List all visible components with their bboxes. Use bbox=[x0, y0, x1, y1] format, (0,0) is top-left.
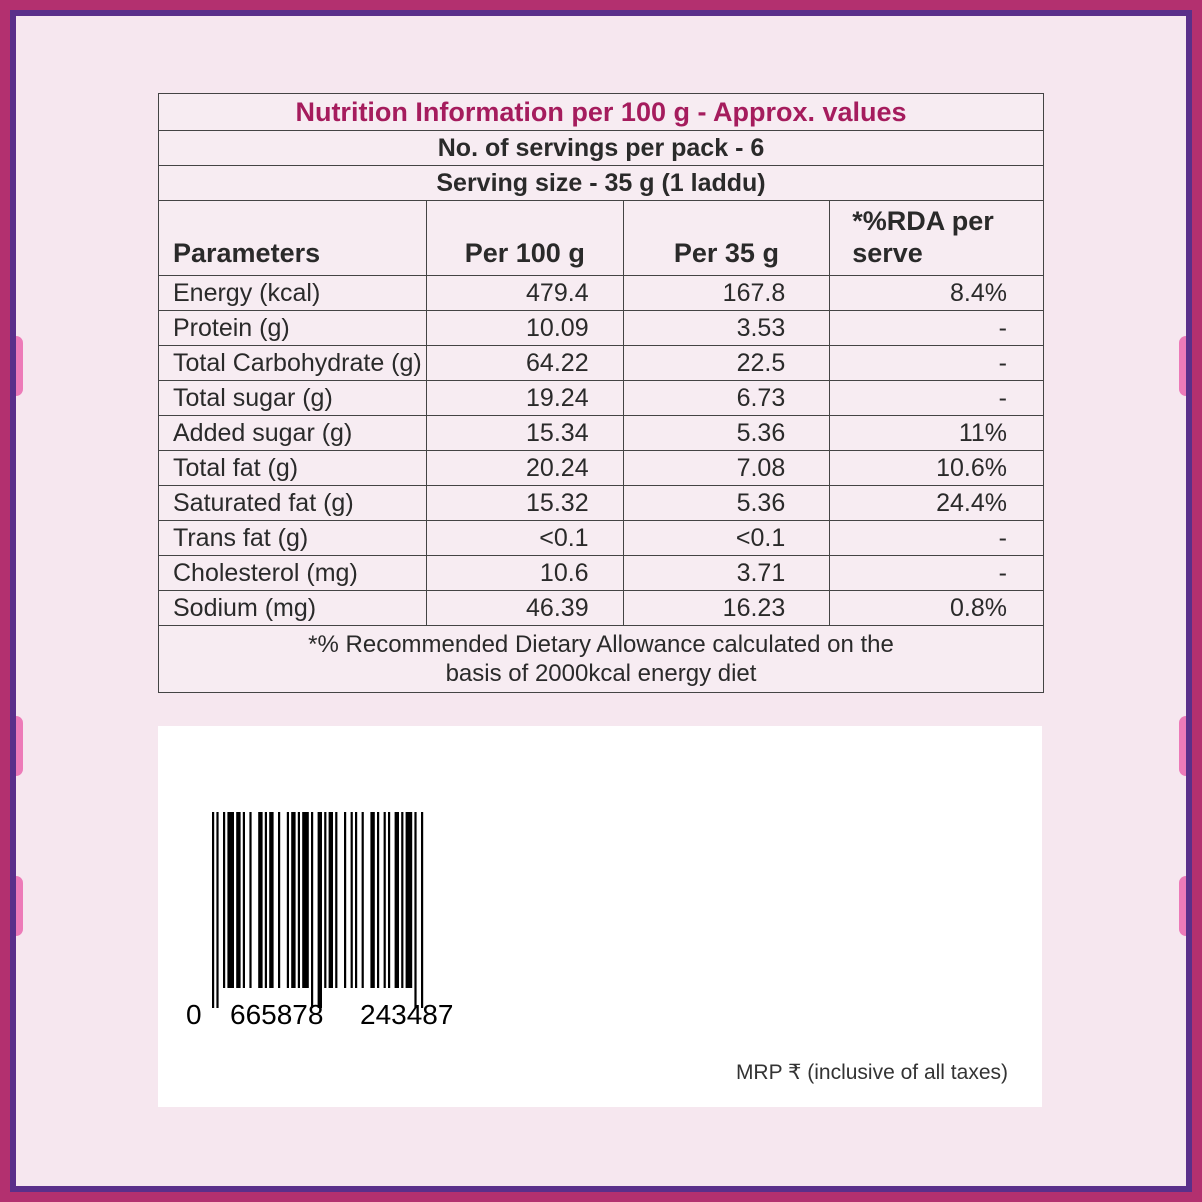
barcode-bar bbox=[406, 812, 413, 988]
barcode-bar bbox=[243, 812, 245, 988]
row-parameter: Cholesterol (mg) bbox=[159, 556, 427, 591]
row-per-100g: 46.39 bbox=[426, 591, 623, 626]
header-per-100g: Per 100 g bbox=[426, 201, 623, 276]
barcode-bar bbox=[335, 812, 337, 988]
row-per-100g: 10.09 bbox=[426, 311, 623, 346]
barcode-bar bbox=[258, 812, 262, 988]
barcode bbox=[180, 808, 500, 1032]
header-rda bbox=[830, 201, 1044, 276]
row-per-100g: 15.32 bbox=[426, 486, 623, 521]
row-per-35g: 3.71 bbox=[623, 556, 830, 591]
edge-decoration bbox=[16, 876, 23, 936]
column-header-row bbox=[159, 201, 1044, 276]
nutrition-row bbox=[159, 311, 1044, 346]
row-rda: 11% bbox=[830, 416, 1044, 451]
barcode-bar bbox=[324, 812, 326, 988]
barcode-bar bbox=[298, 812, 300, 988]
row-per-35g: 3.53 bbox=[623, 311, 830, 346]
serving-size: Serving size - 35 g (1 laddu) bbox=[159, 166, 1044, 201]
nutrition-row bbox=[159, 591, 1044, 626]
row-parameter: Total Carbohydrate (g) bbox=[159, 346, 427, 381]
barcode-bar bbox=[395, 812, 399, 988]
barcode-bar bbox=[216, 812, 218, 1008]
barcode-bar bbox=[287, 812, 289, 988]
nutrition-row bbox=[159, 276, 1044, 311]
row-parameter: Total sugar (g) bbox=[159, 381, 427, 416]
row-rda: - bbox=[830, 381, 1044, 416]
row-parameter: Added sugar (g) bbox=[159, 416, 427, 451]
barcode-bar bbox=[212, 812, 214, 1008]
edge-decoration bbox=[1179, 876, 1186, 936]
footnote bbox=[159, 626, 1044, 693]
row-per-35g: 7.08 bbox=[623, 451, 830, 486]
row-rda: 0.8% bbox=[830, 591, 1044, 626]
barcode-bar bbox=[311, 812, 313, 1008]
row-rda: - bbox=[830, 556, 1044, 591]
nutrition-row bbox=[159, 416, 1044, 451]
servings-per-pack: No. of servings per pack - 6 bbox=[159, 131, 1044, 166]
row-per-100g: 15.34 bbox=[426, 416, 623, 451]
barcode-bar bbox=[302, 812, 309, 988]
header-parameters: Parameters bbox=[159, 201, 427, 276]
footnote-line2: basis of 2000kcal energy diet bbox=[445, 660, 757, 687]
row-per-100g: 20.24 bbox=[426, 451, 623, 486]
edge-decoration bbox=[16, 716, 23, 776]
barcode-bar bbox=[377, 812, 379, 988]
header-rda-line1: *%RDA per bbox=[852, 206, 994, 236]
row-parameter: Sodium (mg) bbox=[159, 591, 427, 626]
row-per-35g: 5.36 bbox=[623, 486, 830, 521]
barcode-digits-right: 243487 bbox=[360, 999, 454, 1030]
row-parameter: Total fat (g) bbox=[159, 451, 427, 486]
nutrition-row bbox=[159, 381, 1044, 416]
row-per-100g: 19.24 bbox=[426, 381, 623, 416]
row-per-35g: <0.1 bbox=[623, 521, 830, 556]
barcode-bar bbox=[421, 812, 423, 1008]
barcode-bar bbox=[236, 812, 240, 988]
footnote-line1: *% Recommended Dietary Allowance calculated on the bbox=[308, 631, 894, 658]
row-parameter: Saturated fat (g) bbox=[159, 486, 427, 521]
barcode-bar bbox=[388, 812, 390, 988]
barcode-bar bbox=[351, 812, 353, 988]
barcode-bar bbox=[223, 812, 225, 988]
barcode-digits-left: 665878 bbox=[230, 999, 324, 1030]
barcode-bar bbox=[269, 812, 273, 988]
header-rda-line2: serve bbox=[852, 238, 923, 268]
barcode-bar bbox=[318, 812, 322, 1008]
nutrition-row bbox=[159, 346, 1044, 381]
row-per-35g: 22.5 bbox=[623, 346, 830, 381]
row-per-35g: 167.8 bbox=[623, 276, 830, 311]
barcode-bar bbox=[362, 812, 364, 988]
row-rda: - bbox=[830, 311, 1044, 346]
nutrition-table bbox=[158, 93, 1044, 693]
barcode-bar bbox=[291, 812, 295, 988]
row-rda: 8.4% bbox=[830, 276, 1044, 311]
nutrition-row bbox=[159, 486, 1044, 521]
nutrition-rows bbox=[159, 276, 1044, 626]
row-rda: 24.4% bbox=[830, 486, 1044, 521]
barcode-bar bbox=[355, 812, 357, 988]
edge-decoration bbox=[1179, 336, 1186, 396]
barcode-bar bbox=[249, 812, 251, 988]
barcode-bar bbox=[265, 812, 267, 988]
header-per-35g: Per 35 g bbox=[623, 201, 830, 276]
row-rda: 10.6% bbox=[830, 451, 1044, 486]
row-rda: - bbox=[830, 521, 1044, 556]
row-rda: - bbox=[830, 346, 1044, 381]
row-parameter: Trans fat (g) bbox=[159, 521, 427, 556]
edge-decoration bbox=[1179, 716, 1186, 776]
nutrition-row bbox=[159, 521, 1044, 556]
row-per-100g: 10.6 bbox=[426, 556, 623, 591]
barcode-bar bbox=[278, 812, 280, 988]
mrp-text: MRP ₹ (inclusive of all taxes) bbox=[735, 1061, 1008, 1084]
row-per-35g: 5.36 bbox=[623, 416, 830, 451]
edge-decoration bbox=[16, 336, 23, 396]
nutrition-row bbox=[159, 556, 1044, 591]
row-per-35g: 6.73 bbox=[623, 381, 830, 416]
row-per-100g: 479.4 bbox=[426, 276, 623, 311]
row-per-100g: 64.22 bbox=[426, 346, 623, 381]
nutrition-row bbox=[159, 451, 1044, 486]
row-per-35g: 16.23 bbox=[623, 591, 830, 626]
barcode-bar bbox=[344, 812, 346, 988]
barcode-area bbox=[158, 726, 1042, 1107]
nutrition-title: Nutrition Information per 100 g - Approx. values bbox=[159, 94, 1044, 131]
barcode-bar bbox=[384, 812, 386, 988]
barcode-digit-first: 0 bbox=[186, 999, 202, 1030]
barcode-bar bbox=[329, 812, 333, 988]
row-parameter: Energy (kcal) bbox=[159, 276, 427, 311]
row-parameter: Protein (g) bbox=[159, 311, 427, 346]
barcode-bar bbox=[370, 812, 374, 988]
barcode-bar bbox=[414, 812, 416, 1008]
barcode-bar bbox=[401, 812, 403, 988]
row-per-100g: <0.1 bbox=[426, 521, 623, 556]
barcode-bar bbox=[227, 812, 234, 988]
